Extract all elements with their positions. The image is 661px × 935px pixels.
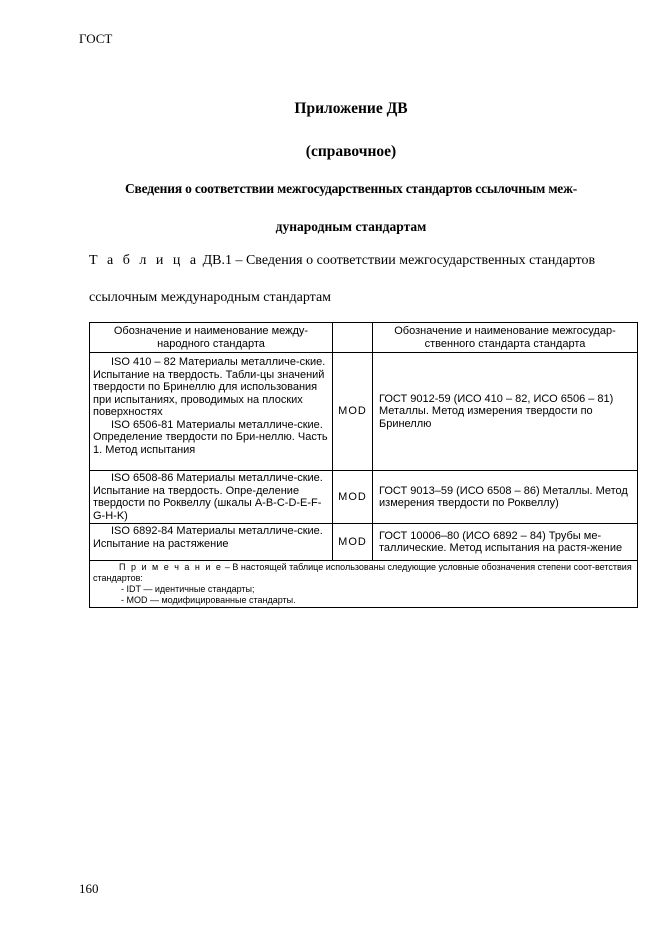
intl-standard-cell xyxy=(90,353,333,471)
intl-standard-entry: ISO 6508-86 Материалы металличе-ские. Испытание на твердость. Опре-деление твердости по Роквеллу (шкалы A-B-C-D-E-F-G-H-K) xyxy=(93,472,323,522)
appendix-subtitle: (справочное) xyxy=(305,143,397,160)
table-note xyxy=(90,561,638,608)
header-interstate-standard: Обозначение и наименование межгосудар-ственного стандарта стандарта xyxy=(373,323,638,353)
table-note-row xyxy=(90,561,638,608)
intl-standard-cell xyxy=(90,524,333,561)
table-caption-text: – Сведения о соответствии межгосударственных стандартов xyxy=(231,253,596,268)
appendix-title: Приложение ДВ xyxy=(294,100,408,117)
page-number: 160 xyxy=(79,881,99,896)
intl-standard-entry: ISO 6892-84 Материалы металличе-ские. Испытание на растяжение xyxy=(93,525,323,550)
correspondence-table xyxy=(89,322,638,608)
appendix-heading-line1: Сведения о соответствии межгосударственных стандартов ссылочным меж- xyxy=(125,181,577,196)
table-row xyxy=(90,353,638,471)
degree-cell: MOD xyxy=(333,471,373,524)
table-caption-number: ДВ.1 xyxy=(202,253,232,268)
table-row xyxy=(90,471,638,524)
degree-cell: MOD xyxy=(333,524,373,561)
intl-standard-entry: ISO 6506-81 Материалы металличе-ские. Определение твердости по Бри-неллю. Часть 1. Метод испытания xyxy=(93,418,328,456)
intl-standard-cell xyxy=(90,471,333,524)
running-header: ГОСТ xyxy=(79,31,113,46)
note-item-mod: - MOD — модифицированные стандарты. xyxy=(121,595,296,605)
note-lead xyxy=(93,562,634,584)
table-caption-line2: ссылочным международным стандартам xyxy=(89,290,332,305)
interstate-standard-cell: ГОСТ 9013–59 (ИСО 6508 – 86) Металлы. Метод измерения твердости по Роквеллу) xyxy=(373,471,638,524)
table-header-row xyxy=(90,323,638,353)
note-text: – В настоящей таблице использованы следующие условные обозначения степени соот-ветствия стандартов: xyxy=(93,562,632,583)
table-row xyxy=(90,524,638,561)
note-label: П р и м е ч а н и е xyxy=(119,562,223,572)
table-caption xyxy=(89,253,595,269)
interstate-standard-cell: ГОСТ 9012-59 (ИСО 410 – 82, ИСО 6506 – 81) Металлы. Метод измерения твердости по Бринеллю xyxy=(373,353,638,471)
appendix-heading-line2: дународным стандартам xyxy=(275,219,427,234)
note-item-idt: - IDT — идентичные стандарты; xyxy=(121,584,255,594)
interstate-standard-cell: ГОСТ 10006–80 (ИСО 6892 – 84) Трубы ме-таллические. Метод испытания на растя-жение xyxy=(373,524,638,561)
degree-cell: MOD xyxy=(333,353,373,471)
intl-standard-entry: ISO 410 – 82 Материалы металличе-ские. Испытание на твердость. Табли-цы значений твердости по Бринеллю для использования при испытаниях, проводимых на плоских поверхностях xyxy=(93,356,326,418)
header-intl-standard: Обозначение и наименование между-народного стандарта xyxy=(90,323,333,353)
table-caption-label: Т а б л и ц а xyxy=(89,253,200,268)
header-degree xyxy=(333,323,373,353)
